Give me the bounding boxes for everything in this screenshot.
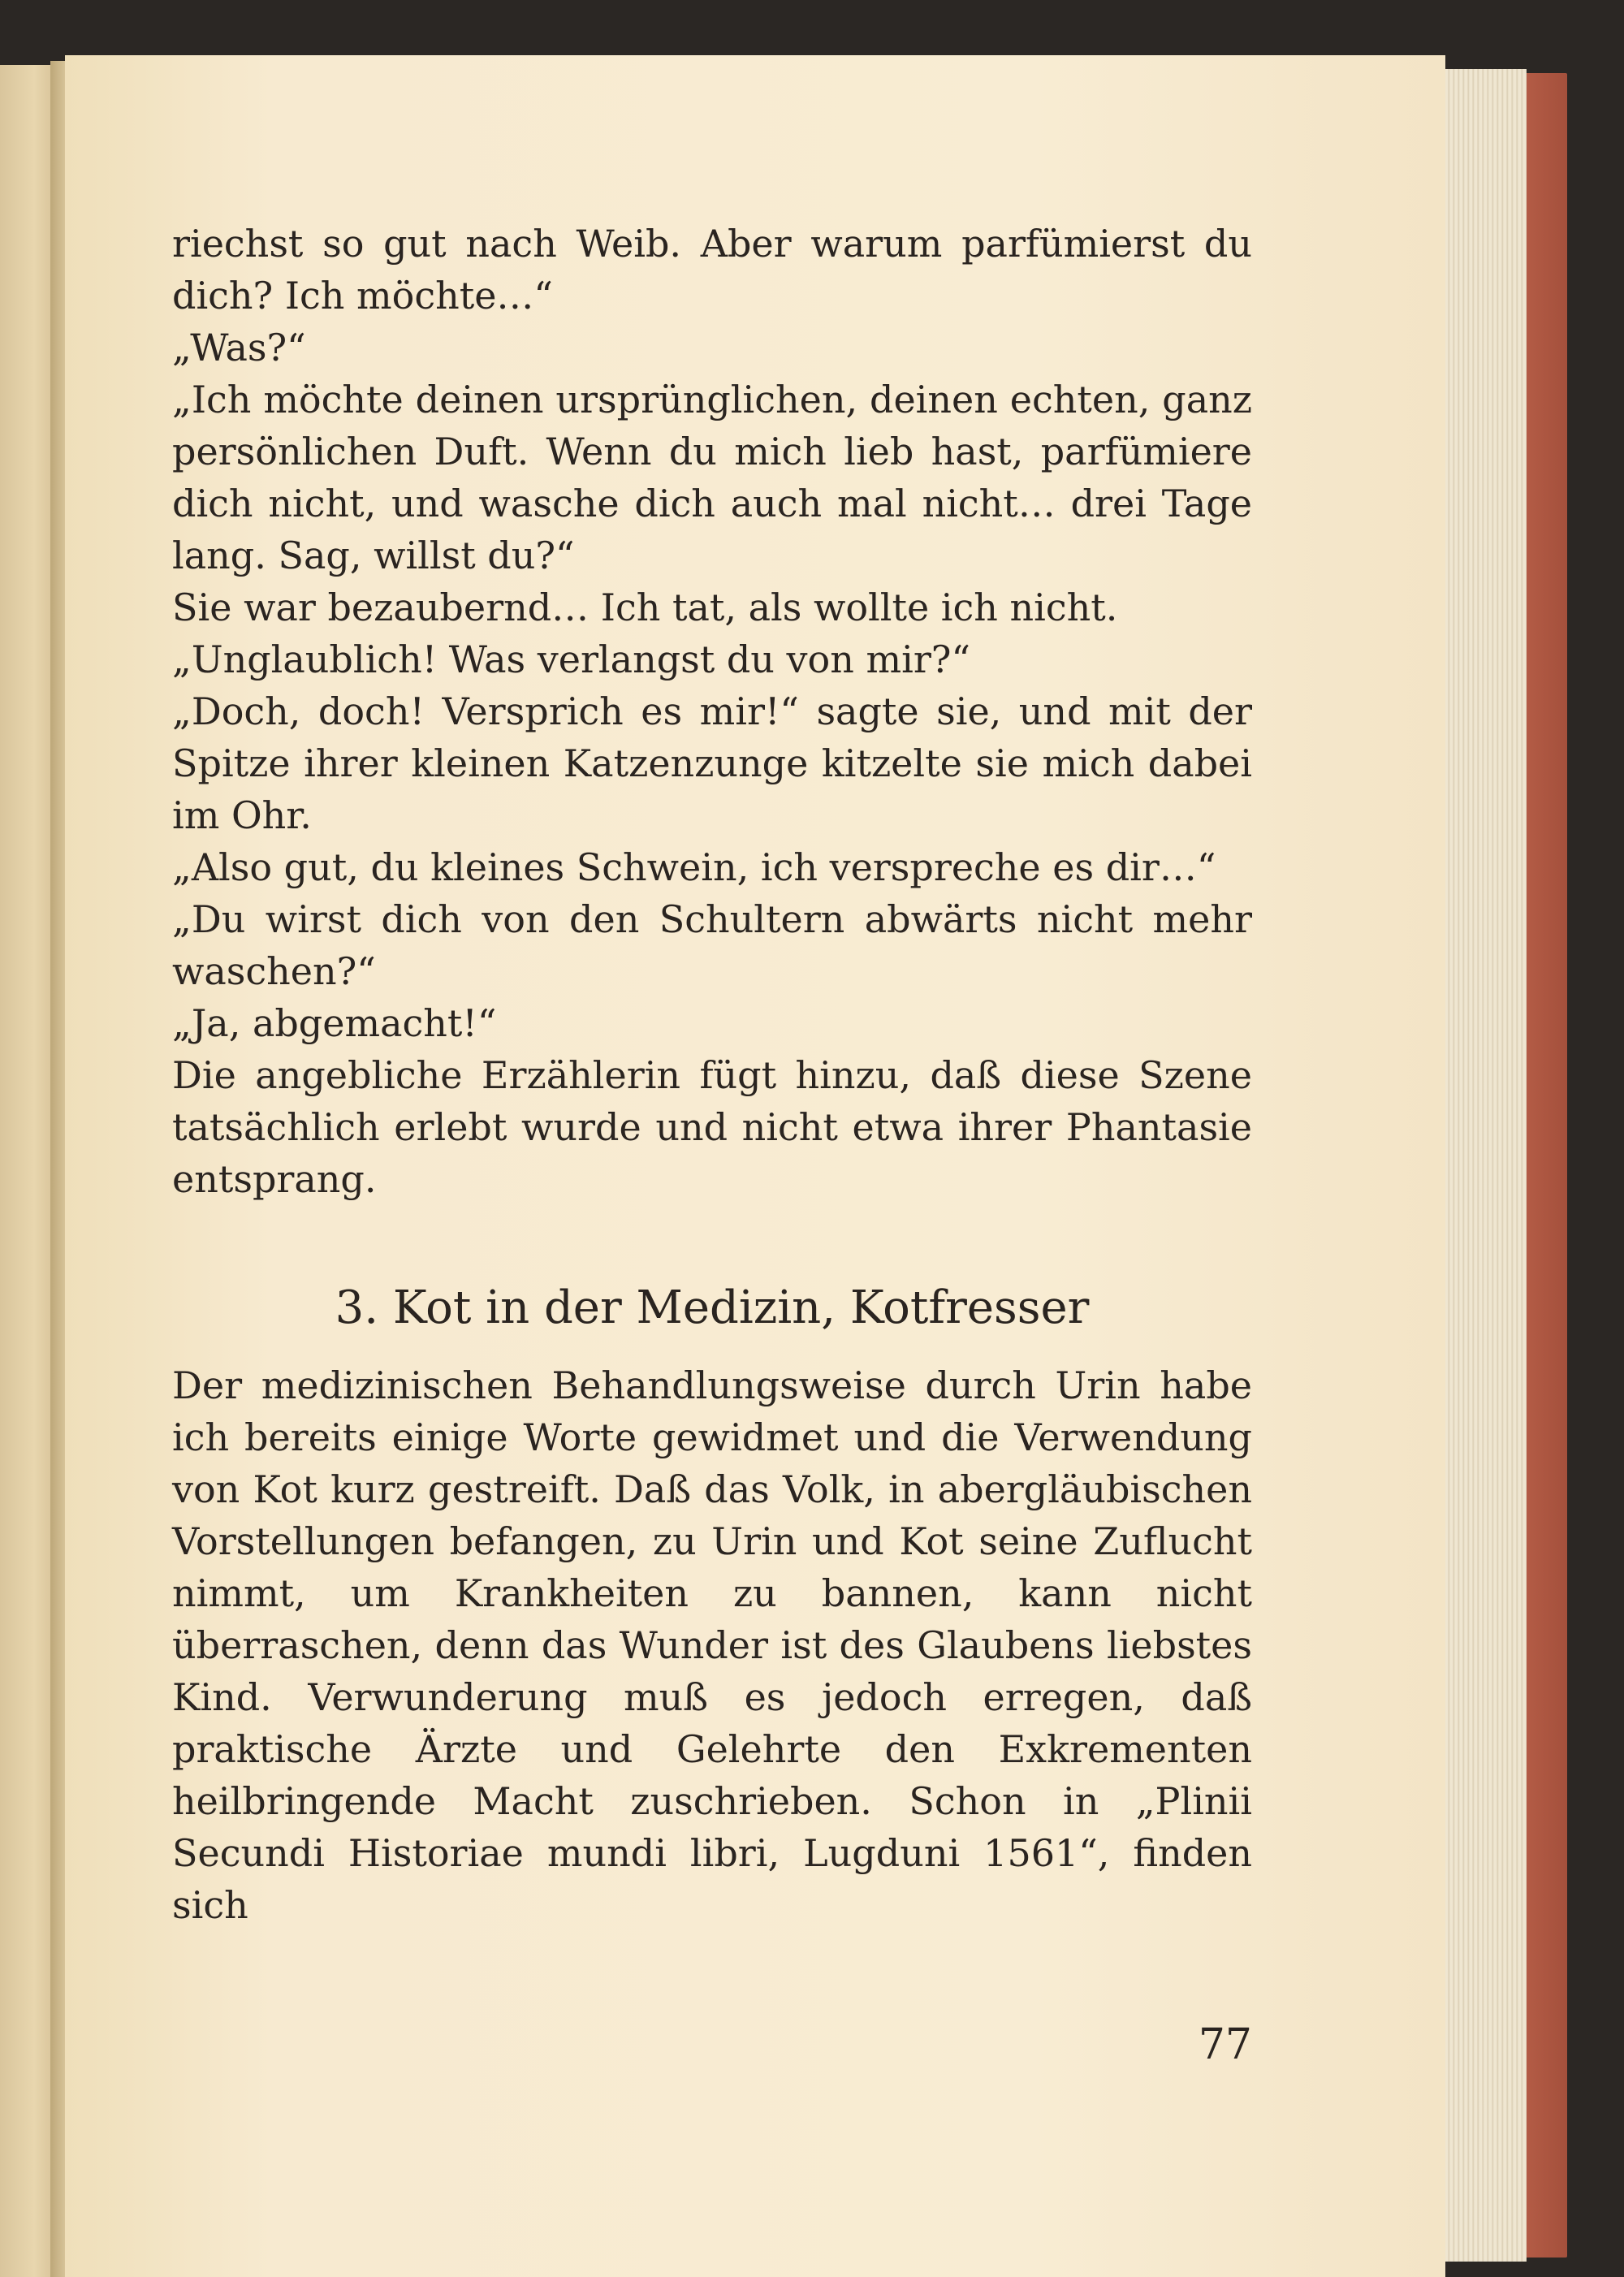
paragraph: Sie war bezaubernd… Ich tat, als wollte ich nicht. [172,585,1118,629]
paragraph: „Du wirst dich von den Schultern abwärts nicht mehr waschen?“ [172,897,1252,993]
section-heading: 3. Kot in der Medizin, Kotfresser [335,1281,1090,1334]
body-text [172,218,1252,1931]
paragraph: „Also gut, du kleines Schwein, ich verspreche es dir…“ [172,845,1216,889]
paragraph: „Was?“ [172,326,306,369]
left-page-edge [0,65,57,2277]
section-paragraph: Der medizinischen Behandlungsweise durch Urin habe ich bereits einige Worte gewidmet und die Verwendung von Kot kurz gestreift. Daß das Volk, in abergläubischen Vorstellungen befangen, zu Urin und Kot seine Zuflucht nimmt, um Krankheiten zu bannen, kann nicht überraschen, denn das Wunder ist des Glaubens liebstes Kind. Verwunderung muß es jedoch erregen, daß praktische Ärzte und Gelehrte den Exkrementen heilbringende Macht zuschrieben. Schon in „Plinii Secundi Historiae mundi libri, Lugduni 1561“, finden sich [172,1363,1252,1927]
paragraph: riechst so gut nach Weib. Aber warum parfümierst du dich? Ich möchte…“ [172,222,1252,318]
paragraph: „Doch, doch! Versprich es mir!“ sagte sie, und mit der Spitze ihrer kleinen Katzenzunge kitzelte sie mich dabei im Ohr. [172,689,1252,837]
page-number: 77 [1198,2020,1252,2069]
paragraph: Die angebliche Erzählerin fügt hinzu, daß diese Szene tatsächlich erlebt wurde und nicht etwa ihrer Phantasie entsprang. [172,1053,1252,1201]
book-page [65,55,1445,2277]
paragraph: „Unglaublich! Was verlangst du von mir?“ [172,637,970,681]
page-edges [1445,69,1527,2262]
paragraph: „Ja, abgemacht!“ [172,1001,497,1045]
paragraph: „Ich möchte deinen ursprünglichen, deinen echten, ganz persönlichen Duft. Wenn du mich lieb hast, parfümiere dich nicht, und wasche dich auch mal nicht… drei Tage lang. Sag, willst du?“ [172,378,1252,577]
